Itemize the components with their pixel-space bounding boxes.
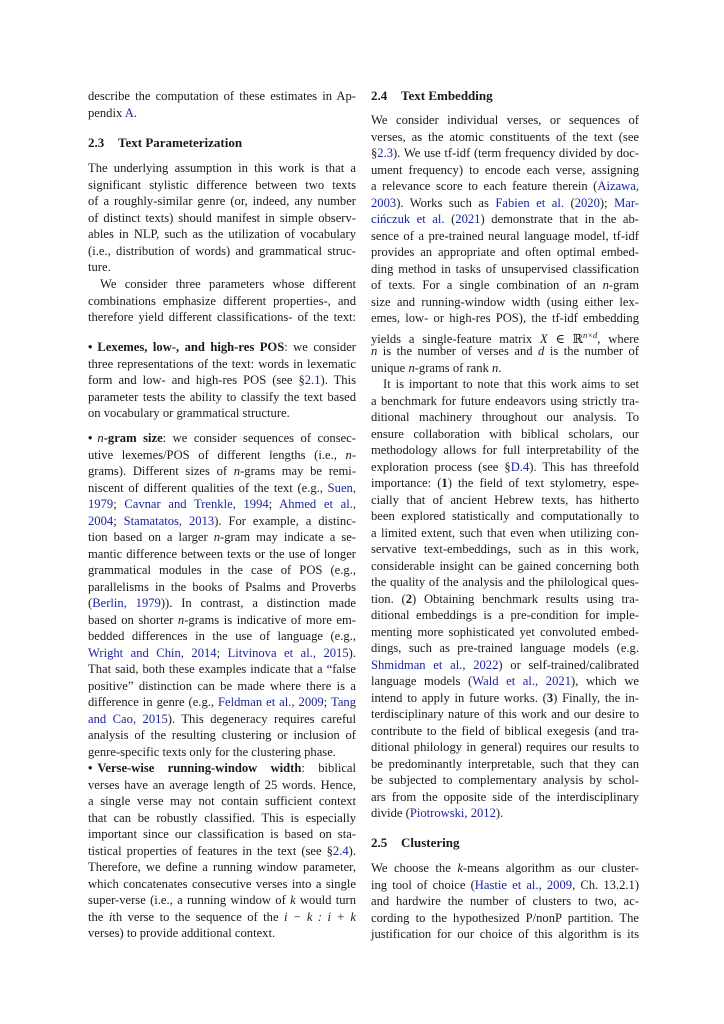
text-line xyxy=(88,694,356,711)
text-run: of distinct texts) should manifest in simple observ- xyxy=(88,210,356,225)
text-run: verses) to provide additional context. xyxy=(88,926,276,940)
text-run: ). We use tf-idf (term frequency divided by doc- xyxy=(393,146,639,160)
bold-text: -gram size xyxy=(103,431,163,445)
text-run: describe the computation of these estimates in Ap- xyxy=(88,89,356,103)
math-symbol: i xyxy=(108,909,113,924)
text-line xyxy=(88,447,356,464)
text-line xyxy=(88,579,356,596)
text-line xyxy=(371,112,639,129)
text-run: -grams may be remi- xyxy=(240,464,356,478)
text-run: : we consider xyxy=(284,340,356,354)
text-line xyxy=(88,678,356,695)
text-run: be predominantly interpretable, such that they can xyxy=(371,756,639,771)
text-run: based on shorter xyxy=(88,612,178,627)
text-run: ; xyxy=(113,497,125,511)
text-run: would turn xyxy=(295,893,356,907)
section-heading-2-3 xyxy=(88,135,242,151)
text-run: form and low- and high-res POS (see § xyxy=(88,373,305,387)
text-run: ture. xyxy=(88,260,111,274)
text-run: importance: ( xyxy=(371,476,442,490)
text-line xyxy=(371,723,639,740)
text-line xyxy=(371,475,639,492)
text-run: (i.e., distribution of words) and grammatical struc- xyxy=(88,243,356,258)
text-line xyxy=(88,463,356,480)
citation-link[interactable]: Mar- xyxy=(614,195,639,210)
citation-link[interactable]: Litvinova et al., 2015 xyxy=(227,645,349,660)
section-heading-2-5 xyxy=(371,835,460,851)
citation-link[interactable]: Berlin, 1979 xyxy=(92,596,161,610)
text-run: ing tool of choice ( xyxy=(371,877,475,892)
text-line xyxy=(371,409,639,426)
text-run: . xyxy=(498,360,502,375)
text-run: . xyxy=(133,105,137,120)
text-run: three representations of the text: words in lexematic xyxy=(88,356,356,371)
section-heading-2-4 xyxy=(371,88,493,104)
math-symbol: X xyxy=(539,331,548,346)
text-run: ( xyxy=(88,596,93,610)
math-symbol: k xyxy=(457,861,463,875)
text-line xyxy=(371,343,639,360)
text-line xyxy=(371,178,639,195)
text-line xyxy=(371,541,639,558)
text-line xyxy=(88,339,356,356)
citation-link[interactable]: Piotrowski, 2012 xyxy=(409,806,496,820)
text-line xyxy=(371,492,639,509)
bullet-item-lexemes xyxy=(88,339,356,422)
citation-link[interactable]: Stamatatos, 2013 xyxy=(123,513,215,528)
text-line xyxy=(88,727,356,744)
citation-link[interactable]: A xyxy=(124,105,134,120)
text-run: ; xyxy=(323,695,331,709)
citation-link[interactable]: 2.1 xyxy=(304,373,321,387)
text-run: ; xyxy=(113,513,124,528)
text-run: verses, as the atomic constituents of the text (see xyxy=(371,129,639,144)
section-title: Clustering xyxy=(401,835,460,850)
bullet-item-running-window xyxy=(88,760,356,942)
citation-link[interactable]: and Cao, 2015 xyxy=(88,711,168,726)
text-run: ) demonstrate that in the ab- xyxy=(480,212,639,226)
text-run: We consider three parameters whose different xyxy=(100,277,356,291)
paragraph xyxy=(88,88,356,121)
citation-link[interactable]: cińczuk et al. xyxy=(371,212,445,226)
text-line xyxy=(88,513,356,530)
text-run: niscent of different qualities of the text (e.g., xyxy=(88,480,328,495)
text-run: yields a single-feature matrix xyxy=(371,331,540,346)
text-run: ( xyxy=(444,212,456,226)
paragraph xyxy=(371,112,639,376)
text-run: justification for our choice of this algorithm is its xyxy=(371,927,639,941)
text-run: divide ( xyxy=(371,806,410,820)
paragraph xyxy=(88,160,356,276)
text-line xyxy=(88,309,356,326)
bold-text: 1 xyxy=(441,476,448,490)
text-run: genre-specific texts only for the clustering phase. xyxy=(88,744,336,759)
text-line xyxy=(371,376,639,393)
text-line xyxy=(88,760,356,777)
text-line xyxy=(371,860,639,877)
text-run: -grams is indicative of more em- xyxy=(184,612,356,627)
text-run: exploration process (see § xyxy=(371,459,511,474)
math-symbol: n xyxy=(177,612,185,627)
text-line xyxy=(371,211,639,228)
text-line xyxy=(88,259,356,276)
section-title: Text Embedding xyxy=(401,88,493,103)
text-line xyxy=(371,772,639,789)
text-line xyxy=(371,277,639,294)
text-line xyxy=(371,910,639,927)
text-run: ). xyxy=(348,645,356,660)
text-run: unique xyxy=(371,360,409,375)
text-run: ). xyxy=(495,806,504,820)
text-run: utive lexemes/POS of different lengths (i.e., xyxy=(88,447,346,462)
text-run: terdisciplinary nature of this work and our desire to xyxy=(371,707,639,721)
text-line xyxy=(371,162,639,179)
math-symbol: n xyxy=(371,344,378,358)
text-run: dings, such as pre-trained language models (e.g. xyxy=(371,641,639,655)
text-run: We choose the xyxy=(371,861,458,875)
text-line xyxy=(88,859,356,876)
text-run: intend to apply in future works. ( xyxy=(371,690,547,705)
text-run: , Ch. 13.2.1) xyxy=(572,877,640,892)
text-line xyxy=(88,711,356,728)
text-run: ; xyxy=(216,645,228,660)
text-line xyxy=(88,226,356,243)
text-run: of a roughly-similar genre (or, indeed, any number xyxy=(88,194,356,208)
text-line xyxy=(88,595,356,612)
text-line xyxy=(371,607,639,624)
text-run: is the number of xyxy=(544,344,639,358)
text-run: ) or self-trained/calibrated xyxy=(498,657,639,672)
text-line xyxy=(371,690,639,707)
text-line xyxy=(88,793,356,810)
text-run: ) the field of text stylometry, espe- xyxy=(447,476,639,490)
text-run: parallelisms in the books of Psalms and Proverbs xyxy=(88,579,356,594)
math-symbol: n xyxy=(408,360,415,375)
text-line xyxy=(88,293,356,310)
text-run: contribute to the field of biblical exegesis (and tra- xyxy=(371,723,639,738)
text-run: ument frequency) to encode each verse, assigning xyxy=(371,162,639,177)
text-run: ), which we xyxy=(571,674,640,688)
bullet-item-ngram-size xyxy=(88,430,356,760)
text-run: -gram may indicate a se- xyxy=(220,530,357,544)
text-line xyxy=(371,459,639,476)
math-symbol: n xyxy=(97,431,104,445)
text-line xyxy=(88,810,356,827)
text-line xyxy=(88,612,356,629)
text-run: tistical properties of features in the text (see § xyxy=(88,843,333,858)
text-line xyxy=(88,529,356,546)
text-line xyxy=(371,739,639,756)
text-line xyxy=(371,360,639,377)
text-line xyxy=(371,426,639,443)
text-run: language models ( xyxy=(371,674,473,688)
text-run: that can be robustly classified. This is especially xyxy=(88,810,356,825)
text-run: significant stylistic difference between two texts xyxy=(88,177,356,192)
text-run: That said, both these examples indicate that a “false xyxy=(88,662,356,676)
text-run: been explored statistically and computationally to xyxy=(371,509,639,523)
citation-link[interactable]: Feldman et al., 2009 xyxy=(218,695,324,709)
text-run: ding method in tasks of unsupervised classification xyxy=(371,261,639,276)
citation-link[interactable]: 2003 xyxy=(371,195,397,210)
text-line xyxy=(88,843,356,860)
text-line xyxy=(371,129,639,146)
text-run: ) Finally, the in- xyxy=(553,690,639,705)
text-run: th verse to the sequence of the xyxy=(112,909,284,924)
text-run: provides an appropriate and often optimal embed- xyxy=(371,245,639,259)
text-run: is the number of verses and xyxy=(377,344,539,358)
text-run: cially that of ancient Hebrew texts, has hitherto xyxy=(371,492,639,507)
citation-link[interactable]: Shmidman et al., 2022 xyxy=(371,657,499,672)
text-line xyxy=(371,706,639,723)
text-run: a limited extent, such that even when utilizing con- xyxy=(371,525,639,540)
text-run: grammatical modules in the case of POS (e.g., xyxy=(88,563,356,577)
math-symbol: k xyxy=(290,893,296,907)
citation-link[interactable]: Cavnar and Trenkle, 1994 xyxy=(124,497,269,511)
text-run: grams). Different sizes of xyxy=(88,464,234,478)
text-line xyxy=(88,661,356,678)
text-run: : we consider sequences of consec- xyxy=(162,431,356,445)
text-run: : biblical xyxy=(301,761,356,775)
text-run: super-verse (i.e., a running window of xyxy=(88,893,291,907)
text-line xyxy=(88,405,356,422)
text-line xyxy=(371,558,639,575)
text-line xyxy=(88,496,356,513)
text-line xyxy=(88,389,356,406)
text-run: ditional philology in general) requires our results to xyxy=(371,740,639,754)
citation-link[interactable]: 2020 xyxy=(574,195,600,210)
text-run: difference in genre (e.g., xyxy=(88,695,219,709)
text-run: tion based on a larger xyxy=(88,530,214,544)
text-line xyxy=(88,210,356,227)
text-line xyxy=(371,145,639,162)
text-line xyxy=(371,261,639,278)
text-line xyxy=(371,574,639,591)
math-symbol: d xyxy=(538,344,545,358)
text-line xyxy=(371,673,639,690)
text-run: analysis of the resulting clustering or inclusion of xyxy=(88,728,356,742)
section-number: 2.3 xyxy=(88,135,105,150)
bold-text: 3 xyxy=(546,690,554,705)
text-run: important since our classification is based on sta- xyxy=(88,827,356,841)
text-run: ); xyxy=(599,195,615,210)
text-run: size and running-window width (using either lex- xyxy=(371,294,639,309)
math-symbol: n xyxy=(233,464,241,478)
text-run: ). For example, a distinc- xyxy=(214,513,357,528)
citation-link[interactable]: Wright and Chin, 2014 xyxy=(88,645,217,660)
paragraph xyxy=(88,276,356,326)
text-line xyxy=(371,195,639,212)
text-line xyxy=(371,877,639,894)
text-line xyxy=(88,193,356,210)
text-run: a relevance score to each feature therein ( xyxy=(371,179,598,193)
text-run: ∈ ℝ xyxy=(547,331,584,346)
bold-text: Lexemes, low-, and high-res POS xyxy=(97,340,285,354)
text-line xyxy=(371,789,639,806)
text-line xyxy=(88,243,356,260)
text-run: a single verse may not contain sufficient context xyxy=(88,794,356,808)
text-line xyxy=(371,294,639,311)
text-run: ). This degeneracy requires careful xyxy=(167,711,356,726)
citation-link[interactable]: Wald et al., 2021 xyxy=(472,674,571,688)
text-run: ables in NLP, such as the utilization of vocabulary xyxy=(88,227,356,241)
text-line xyxy=(88,480,356,497)
text-run: on vocabulary or grammatical structure. xyxy=(88,406,290,420)
text-run: cording to the hypothesized P/nonP partition. The xyxy=(371,910,639,925)
text-line xyxy=(88,105,356,122)
text-run: , where xyxy=(597,331,640,346)
math-symbol: n xyxy=(213,530,221,544)
bold-text: Verse-wise running-window width xyxy=(97,761,302,775)
citation-link[interactable]: 2.3 xyxy=(377,146,394,160)
text-line xyxy=(371,640,639,657)
bold-text: 2 xyxy=(405,591,412,606)
text-line xyxy=(88,925,356,942)
text-line xyxy=(88,744,356,761)
text-run: § xyxy=(371,146,378,160)
text-line xyxy=(371,310,639,327)
text-run: be subjected to complementary analysis by schol- xyxy=(371,773,639,787)
text-line xyxy=(88,430,356,447)
text-run: bedded differences in the use of language (e.g., xyxy=(88,629,356,643)
text-run: ). This has threefold xyxy=(529,459,639,474)
text-line xyxy=(88,628,356,645)
text-line xyxy=(88,177,356,194)
text-run: )). In contrast, a distinction made xyxy=(160,596,356,610)
paragraph xyxy=(371,376,639,822)
text-line xyxy=(88,645,356,662)
math-symbol: i − k : i + k xyxy=(283,909,356,924)
text-run: sence of a pre-trained neural language model, tf-idf xyxy=(371,228,639,243)
text-line xyxy=(88,562,356,579)
citation-link[interactable]: Tang xyxy=(331,695,356,709)
section-number: 2.5 xyxy=(371,835,388,850)
text-line xyxy=(371,893,639,910)
text-line xyxy=(371,657,639,674)
citation-link[interactable]: D.4 xyxy=(510,459,530,474)
text-run: methodology allows for full interpretability of the xyxy=(371,443,639,457)
math-symbol: n xyxy=(602,278,609,292)
text-line xyxy=(371,508,639,525)
text-run: ; xyxy=(268,497,280,511)
text-run: therefore yield different classifications- of the text: xyxy=(88,310,356,324)
text-run: ensure collaboration with biblical scholars, our xyxy=(371,426,639,441)
text-run: emes, low- or high-res POS), the tf-idf embedding xyxy=(371,311,639,325)
text-run: of texts. For a single combination of an xyxy=(371,278,603,292)
text-line xyxy=(371,244,639,261)
citation-link[interactable]: Fabien et al. xyxy=(495,195,564,210)
text-run: which concatenates consecutive verses into a single xyxy=(88,876,356,891)
text-run: verses have an average length of 25 words. Hence, xyxy=(88,777,356,792)
text-run: It is important to note that this work aims to set xyxy=(383,377,639,391)
text-line xyxy=(371,591,639,608)
citation-link[interactable]: Suen, xyxy=(327,480,356,495)
citation-link[interactable]: 2021 xyxy=(455,212,481,226)
text-line xyxy=(371,393,639,410)
text-line xyxy=(371,756,639,773)
text-line xyxy=(88,372,356,389)
text-line xyxy=(371,327,639,344)
text-run: Therefore, we define a running window parameter, xyxy=(88,860,356,874)
text-run: the quality of the analysis and the philological ques- xyxy=(371,575,639,589)
citation-link[interactable]: Ahmed et al., xyxy=(279,497,356,511)
text-line xyxy=(371,624,639,641)
text-run: a benchmark for future endeavors using strictly tra- xyxy=(371,393,639,408)
text-line xyxy=(371,926,639,943)
text-line xyxy=(371,525,639,542)
text-line xyxy=(88,777,356,794)
text-line xyxy=(88,909,356,926)
text-run: positive” distinction can be made where there is a xyxy=(88,678,356,693)
text-run: ditional machinery throughout our analysis. To xyxy=(371,410,639,424)
text-line xyxy=(88,826,356,843)
text-line xyxy=(371,442,639,459)
paragraph xyxy=(371,860,639,943)
text-line xyxy=(88,546,356,563)
text-run: We consider individual verses, or sequences of xyxy=(371,113,639,127)
citation-link[interactable]: 2004 xyxy=(88,513,114,528)
text-run: menting more sophisticated yet convoluted embed- xyxy=(371,624,639,639)
text-line xyxy=(88,276,356,293)
citation-link[interactable]: 2.4 xyxy=(332,843,349,858)
text-run: servative text-embeddings, such as in this work, xyxy=(371,542,639,556)
citation-link[interactable]: 1979 xyxy=(88,497,114,511)
text-run: ars from the opposite side of the interdisciplinary xyxy=(371,789,639,804)
text-run: -gram xyxy=(608,278,639,292)
text-run: ditional embeddings is a pre-condition for imple- xyxy=(371,608,639,622)
text-line xyxy=(88,356,356,373)
text-run: pendix xyxy=(88,105,125,120)
text-run: considerable insight can be gained concerning both xyxy=(371,558,639,573)
text-run: combinations emphasize different properties-, and xyxy=(88,293,356,308)
citation-link[interactable]: Aizawa, xyxy=(597,179,639,193)
text-run: tion. ( xyxy=(371,591,406,606)
text-run: ( xyxy=(564,195,575,210)
text-run: -means algorithm as our cluster- xyxy=(462,861,639,875)
text-line xyxy=(88,88,356,105)
text-run: - xyxy=(351,447,356,462)
text-line xyxy=(371,805,639,822)
text-run: ). Works such as xyxy=(396,195,496,210)
text-run: the xyxy=(88,909,109,924)
math-symbol: n xyxy=(345,447,352,462)
citation-link[interactable]: Hastie et al., 2009 xyxy=(474,877,573,892)
text-run: The underlying assumption in this work is that a xyxy=(88,161,356,175)
text-run: and hardwire the number of clusters to two, ac- xyxy=(371,894,639,908)
text-run: ). xyxy=(348,843,356,858)
text-line xyxy=(88,892,356,909)
text-line xyxy=(371,228,639,245)
text-run: mantic difference between texts or the use of longer xyxy=(88,546,356,561)
text-line xyxy=(88,160,356,177)
math-symbol: n xyxy=(492,360,499,375)
text-run: -grams of rank xyxy=(414,360,493,375)
section-title: Text Parameterization xyxy=(118,135,243,150)
text-line xyxy=(88,876,356,893)
superscript: n×d xyxy=(583,329,598,340)
text-run: parameter tests the ability to classify the text based xyxy=(88,389,356,404)
section-number: 2.4 xyxy=(371,88,388,103)
text-run: ) Obtaining benchmark results using tra- xyxy=(412,591,639,606)
text-run: ). This xyxy=(320,373,357,387)
